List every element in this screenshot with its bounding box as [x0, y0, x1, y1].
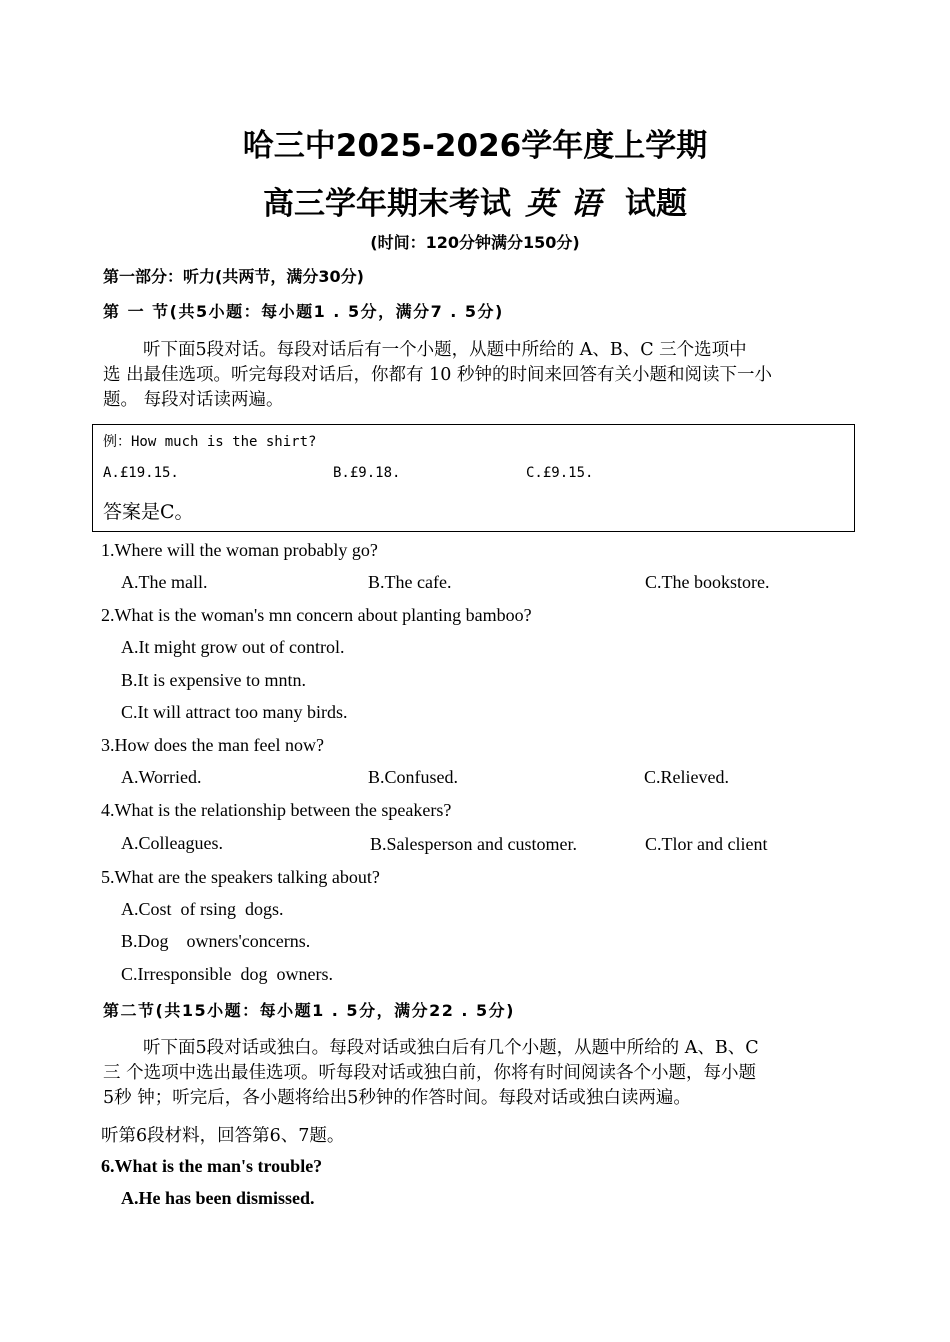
- material-note: 听第6段材料，回答第6、7题。: [101, 1126, 345, 1146]
- example-option: A.£19.15.: [103, 465, 179, 481]
- part1-heading: 第一部分：听力(共两节，满分30分): [103, 267, 364, 286]
- answer-option: C.Relieved.: [644, 767, 729, 787]
- section2-heading: 第二节(共15小题：每小题1 . 5分，满分22 . 5分): [103, 1001, 515, 1020]
- instruction-line: 听下面5段对话。每段对话后有一个小题，从题中所给的 A、B、C 三个选项中: [143, 340, 747, 360]
- question-text: 1.Where will the woman probably go?: [101, 540, 378, 560]
- question-text: 3.How does the man feel now?: [101, 735, 324, 755]
- instruction-line: 听下面5段对话或独白。每段对话或独白后有几个小题，从题中所给的 A、B、C: [143, 1038, 759, 1058]
- answer-option: B.The cafe.: [368, 572, 452, 592]
- example-box: [92, 424, 855, 532]
- example-option: C.£9.15.: [526, 465, 594, 481]
- answer-option: B.It is expensive to mntn.: [121, 670, 306, 690]
- answer-option: C.It will attract too many birds.: [121, 702, 348, 722]
- answer-option: B.Confused.: [368, 767, 458, 787]
- answer-option: A.Worried.: [121, 767, 202, 787]
- exam-subject: 英语: [525, 186, 615, 222]
- question-text: 2.What is the woman's mn concern about planting bamboo?: [101, 605, 532, 625]
- answer-option: C.The bookstore.: [645, 572, 770, 592]
- example-answer: 答案是C。: [103, 501, 194, 523]
- answer-option: B.Salesperson and customer.: [370, 834, 577, 854]
- question-text: 6.What is the man's trouble?: [101, 1156, 323, 1176]
- example-option: B.£9.18.: [333, 465, 401, 481]
- answer-option: A.Cost of rsing dogs.: [121, 899, 284, 919]
- section1-heading: 第 一 节(共5小题：每小题1 . 5分，满分7 . 5分): [103, 302, 504, 321]
- answer-option: C.Irresponsible dog owners.: [121, 964, 333, 984]
- exam-title-line2: [0, 178, 950, 223]
- answer-option: A.He has been dismissed.: [121, 1188, 315, 1208]
- exam-title-line1: 哈三中2025-2026学年度上学期: [242, 128, 708, 164]
- instruction-line: 5秒 钟；听完后，各小题将给出5秒钟的作答时间。每段对话或独白读两遍。: [103, 1088, 691, 1108]
- instruction-line: 题。 每段对话读两遍。: [103, 390, 284, 410]
- answer-option: B.Dog owners'concerns.: [121, 931, 311, 951]
- question-text: 5.What are the speakers talking about?: [101, 867, 380, 887]
- answer-option: A.It might grow out of control.: [121, 637, 345, 657]
- answer-option: C.Tlor and client: [645, 834, 768, 854]
- question-text: 4.What is the relationship between the speakers?: [101, 800, 452, 820]
- answer-option: A.The mall.: [121, 572, 208, 592]
- instruction-line: 三 个选项中选出最佳选项。听每段对话或独白前，你将有时间阅读各个小题，每小题: [103, 1063, 757, 1083]
- exam-title-prefix: 高三学年期末考试: [263, 186, 511, 222]
- exam-time-note: (时间：120分钟满分150分): [370, 233, 580, 252]
- answer-option: A.Colleagues.: [121, 833, 223, 853]
- exam-title-suffix: 试题: [625, 186, 687, 222]
- instruction-line: 选 出最佳选项。听完每段对话后，你都有 10 秒钟的时间来回答有关小题和阅读下一小: [103, 365, 772, 385]
- example-question: 例：How much is the shirt?: [103, 434, 317, 450]
